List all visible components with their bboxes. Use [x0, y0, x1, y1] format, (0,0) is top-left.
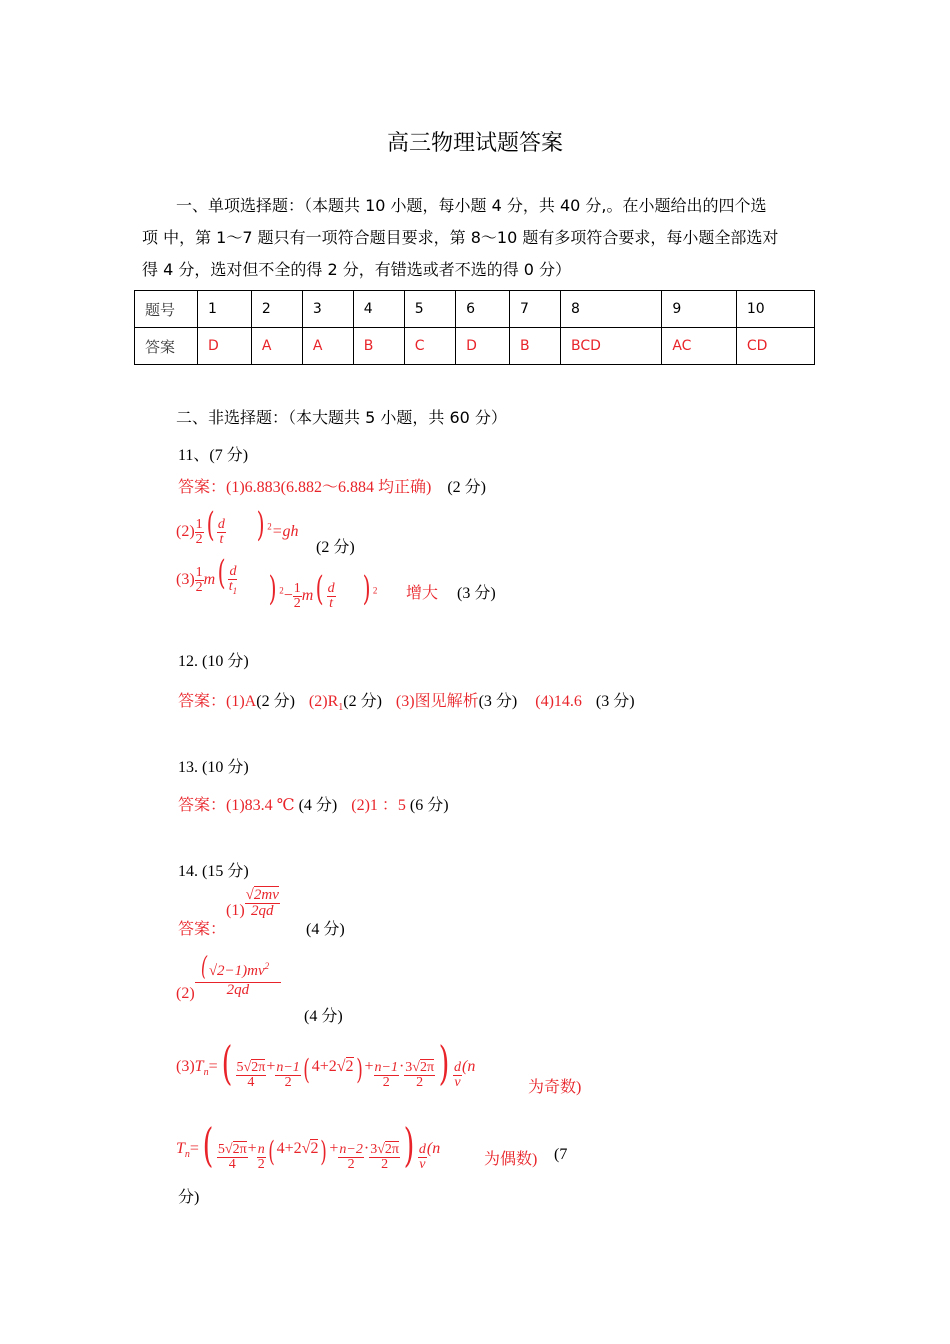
q14-eq3e-tn: [176, 1140, 190, 1161]
q12-answer-2-text: (2)R: [308, 693, 339, 710]
q14-eq3-tn: [194, 1058, 209, 1079]
table-row-answers: [135, 328, 815, 365]
q14-eq3-prefix: (3): [176, 1058, 195, 1075]
q11-eq3-t: t: [329, 595, 334, 611]
q11-eq3-half2: [293, 582, 302, 611]
q12-label: 12. (10 分): [178, 653, 249, 670]
q14-equation-2: [176, 952, 281, 1002]
table-cell-number: 7: [510, 291, 561, 328]
q11-equation-3-tail: ) $^2$− $\frac{1}{2}$ m( $\frac{d}{t}$ ) $^2$: [268, 569, 378, 611]
table-cell-answer: D: [198, 328, 252, 365]
q11-eq3-rparen2: ): [362, 569, 371, 609]
table-cell-answer: A: [251, 328, 302, 365]
q14-score-2: (4 分): [304, 1008, 343, 1025]
q11-eq3-d-over-t: [327, 582, 336, 611]
q11-equation-3: [176, 553, 238, 596]
q13-answer-prefix: 答案：: [178, 797, 227, 814]
q12-answer-line: [178, 688, 635, 713]
table-row-numbers: [135, 291, 815, 328]
q11-eq3-rparen1: ): [268, 569, 277, 609]
q11-eq3-half-den: 2: [195, 579, 203, 595]
q12-answer-3: (3)图见解析: [395, 693, 479, 710]
q11-eq3-d: d: [229, 563, 237, 579]
q14-eq3e-term4: $\frac{3√2\pi}{2}$: [370, 1141, 399, 1172]
q14-eq3-tn-sub: n: [203, 1067, 209, 1079]
q14-even-word: 为偶数): [484, 1151, 538, 1168]
table-cell-answer: D: [456, 328, 510, 365]
section1-line1: 一、单项选择题：（本题共 10 小题，每小题 4 分，共 40 分,。在小题给出的四个选: [176, 196, 767, 215]
q11-score-1: (2 分): [447, 479, 487, 496]
q11-answer-prefix: 答案：: [178, 479, 227, 496]
q14-eq3e-term2: $\frac{n}{2}$: [257, 1141, 265, 1172]
q11-eq3-half: [195, 566, 204, 595]
q14-eq3e-tn-text: T: [176, 1140, 185, 1157]
q12-score-2: (2 分): [343, 693, 382, 710]
q11-eq2-t: t: [219, 531, 224, 547]
q13-score-1: (4 分): [298, 797, 338, 814]
q14-label: 14. (15 分): [178, 863, 249, 880]
q11-eq3-d2: d: [327, 580, 335, 596]
table-cell-number: 1: [198, 291, 252, 328]
table-cell-number: 8: [561, 291, 662, 328]
q14-score-3: (7: [554, 1146, 568, 1163]
q14-eq3-term2: $\frac{n-1}{2}$: [276, 1059, 300, 1090]
q14-eq3e-d-over-v: $\frac{d}{v}$: [418, 1141, 426, 1172]
q14-eq2-prefix: (2): [176, 984, 195, 1002]
q12-score-1: (2 分): [256, 693, 295, 710]
q14-equation-1: [226, 888, 280, 919]
page-title: 高三物理试题答案: [386, 131, 563, 156]
q14-eq1-prefix: (1): [226, 902, 245, 920]
q13-answer-line: [178, 792, 449, 815]
q14-equation-3-even: $T_n=$( $\frac{5√2\pi}{4}$ + $\frac{n}{2}$ ( 4+2√2) + $\frac{n-2}{2}$ · $\frac{3√2\pi}{2}$ ) $\frac{d}{v}$ (n: [176, 1118, 441, 1172]
section1-line2: 项 中，第 1～7 题只有一项符合题目要求，第 8～10 题有多项符合要求，每小题全部选对: [142, 228, 779, 247]
q11-eq2-lparen: (: [206, 505, 215, 545]
table-cell-number: 3: [302, 291, 353, 328]
q14-eq2-fraction: [195, 954, 282, 998]
q14-eq2-den: 2qd: [226, 982, 250, 998]
q11-eq2-rparen: ): [256, 505, 265, 545]
q14-equation-3-odd: $(3)T_n=$( $\frac{5√2\pi}{4}$ + $\frac{n-1}{2}$ ( 4+2√2) + $\frac{n-1}{2}$ · $\frac{3√2\pi}{2}$ ) $\frac{d}{v}$ (n: [176, 1036, 476, 1090]
q14-odd-word: 为奇数): [528, 1079, 582, 1096]
q11-eq2-half-den: 2: [195, 531, 203, 547]
table-cell-number: 4: [353, 291, 404, 328]
q14-eq3-tn-text: T: [194, 1058, 204, 1075]
table-cell-answer: A: [302, 328, 353, 365]
q14-eq1-fraction: [245, 888, 280, 919]
answer-table: [134, 290, 815, 365]
q11-eq3-t1: t: [228, 578, 233, 594]
q11-eq2-half-num: 1: [195, 516, 203, 532]
table-cell-number: 10: [736, 291, 814, 328]
table-header-number: 题号: [135, 291, 198, 328]
q12-answer-prefix: 答案：: [178, 693, 227, 710]
q13-label: 13. (10 分): [178, 759, 249, 776]
q14-eq1-den: 2qd: [251, 903, 274, 919]
table-cell-number: 2: [251, 291, 302, 328]
q13-score-2: (6 分): [409, 797, 449, 814]
q14-score-3-tail: 分): [178, 1189, 200, 1206]
q11-eq3-d-over-t1: $\frac{d}{t_1}$: [228, 563, 238, 596]
q11-eq3-lparen2: (: [316, 569, 324, 609]
q14-eq3-term4: $\frac{3√2\pi}{2}$: [405, 1059, 435, 1090]
q11-eq3-prefix: (3): [176, 571, 195, 588]
table-cell-number: 5: [404, 291, 455, 328]
q14-eq2-num-text: 2−1)mv: [217, 963, 265, 979]
q12-answer-2-sub: 1: [338, 702, 344, 714]
q14-eq3-term1: $\frac{5√2\pi}{4}$: [236, 1059, 266, 1090]
q11-answer-1: (1)6.883(6.882～6.884 均正确): [226, 479, 432, 496]
q14-eq3e-term1: $\frac{5√2\pi}{4}$: [217, 1141, 247, 1172]
q14-answer-prefix: 答案：: [178, 921, 227, 938]
q11-eq3-lparen: (: [217, 553, 226, 593]
table-cell-answer: B: [510, 328, 561, 365]
q11-eq2-d: d: [217, 516, 225, 532]
table-cell-number: 6: [456, 291, 510, 328]
table-cell-answer: C: [404, 328, 455, 365]
q14-score-1: (4 分): [306, 921, 345, 938]
section2-heading: 二、非选择题：（本大题共 5 小题，共 60 分）: [176, 408, 507, 427]
section1-line3: 得 4 分，选对但不全的得 2 分，有错选或者不选的得 0 分）: [142, 260, 572, 279]
q11-eq3-m: m: [203, 571, 216, 588]
q12-answer-1: (1)A: [226, 693, 257, 710]
q11-score-2: (2 分): [316, 539, 355, 556]
q14-eq3-term3: $\frac{n-1}{2}$: [374, 1059, 398, 1090]
q11-answer-line: [178, 474, 486, 497]
q11-eq2-half: [195, 518, 204, 547]
q11-eq3-half2-den: 2: [293, 595, 301, 611]
q13-answer-1: (1)83.4 ℃: [226, 797, 295, 814]
q12-score-4: (3 分): [595, 693, 635, 710]
q11-eq2-prefix: (2): [176, 523, 195, 540]
q14-eq1-num-text: 2mv: [253, 887, 279, 903]
q12-score-3: (3 分): [478, 693, 518, 710]
q14-eq2-num: ( $√2-1)mv^2$: [195, 954, 282, 983]
q14-eq1-num: √2mv: [245, 887, 279, 903]
q11-eq2-d-over-t: [217, 518, 226, 547]
q12-answer-4: (4)14.6: [535, 693, 582, 710]
q12-answer-2: [308, 693, 344, 714]
q11-eq3-half2-num: 1: [293, 580, 301, 596]
q11-equation-2: (2) $\frac{1}{2}$ ( $\frac{d}{t}$ ) $^2$=gh: [176, 505, 299, 547]
q11-eq3-half-num: 1: [195, 564, 203, 580]
q14-eq3e-term3: $\frac{n-2}{2}$: [339, 1141, 363, 1172]
q11-score-3: (3 分): [457, 585, 496, 602]
table-cell-answer: BCD: [561, 328, 662, 365]
table-header-answer: 答案: [135, 328, 198, 365]
q14-eq3e-tn-sub: n: [184, 1149, 190, 1161]
q11-answer-3-word: 增大: [406, 585, 439, 602]
q14-eq3-d-over-v: $\frac{d}{v}$: [454, 1059, 462, 1090]
table-cell-answer: AC: [662, 328, 737, 365]
q11-eq3-minus: −: [283, 587, 293, 604]
table-cell-answer: CD: [736, 328, 814, 365]
q11-label: 11、(7 分): [178, 447, 249, 464]
table-cell-number: 9: [662, 291, 737, 328]
table-cell-answer: B: [353, 328, 404, 365]
q13-answer-2: (2)1 ：5: [351, 797, 406, 814]
q11-eq3-m2: m: [301, 587, 314, 604]
q11-eq2-rest: =gh: [271, 523, 299, 540]
